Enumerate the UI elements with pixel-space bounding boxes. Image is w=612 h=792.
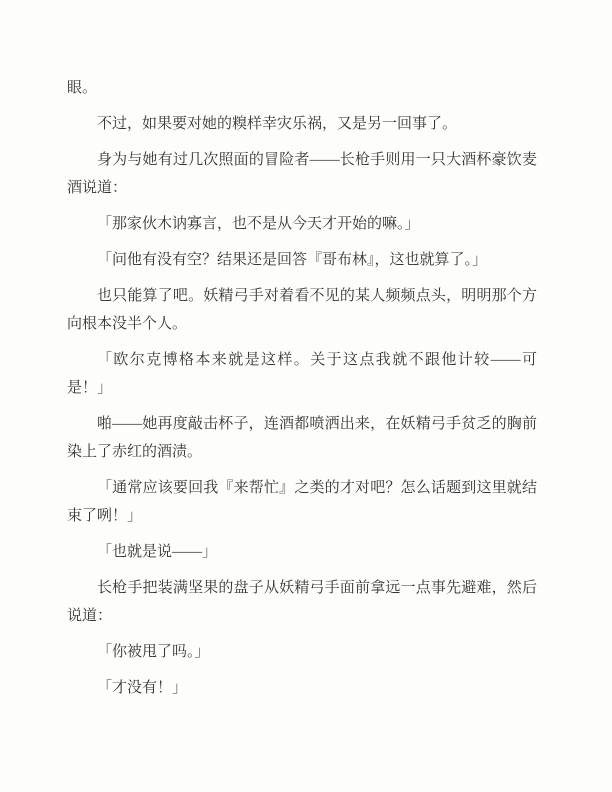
paragraph: 「通常应该要回我『来帮忙』之类的才对吧？怎么话题到这里就结束了咧！」 <box>67 480 537 524</box>
paragraph: 身为与她有过几次照面的冒险者——长枪手则用一只大酒杯豪饮麦酒说道： <box>67 152 537 196</box>
paragraph: 「也就是说——」 <box>97 544 218 560</box>
paragraph: 也只能算了吧。妖精弓手对着看不见的某人频频点头，明明那个方向根本没半个人。 <box>67 288 537 332</box>
paragraph: 「才没有！」 <box>97 680 188 696</box>
paragraph: 「问他有没有空？结果还是回答『哥布林』，这也就算了。」 <box>97 252 488 268</box>
paragraph: 不过，如果要对她的糗样幸灾乐祸，又是另一回事了。 <box>97 116 458 132</box>
text-block <box>67 74 537 702</box>
paragraph: 「那家伙木讷寡言，也不是从今天才开始的嘛。」 <box>97 216 420 232</box>
paragraph: 「你被甩了吗。」 <box>97 644 210 660</box>
paragraph: 啪——她再度敲击杯子，连酒都喷洒出来，在妖精弓手贫乏的胸前染上了赤红的酒渍。 <box>67 416 537 460</box>
paragraph: 眼。 <box>67 80 98 96</box>
paragraph: 长枪手把装满坚果的盘子从妖精弓手面前拿远一点事先避难，然后说道： <box>67 580 537 624</box>
paragraph: 「欧尔克博格本来就是这样。关于这点我就不跟他计较——可是！」 <box>67 352 537 396</box>
